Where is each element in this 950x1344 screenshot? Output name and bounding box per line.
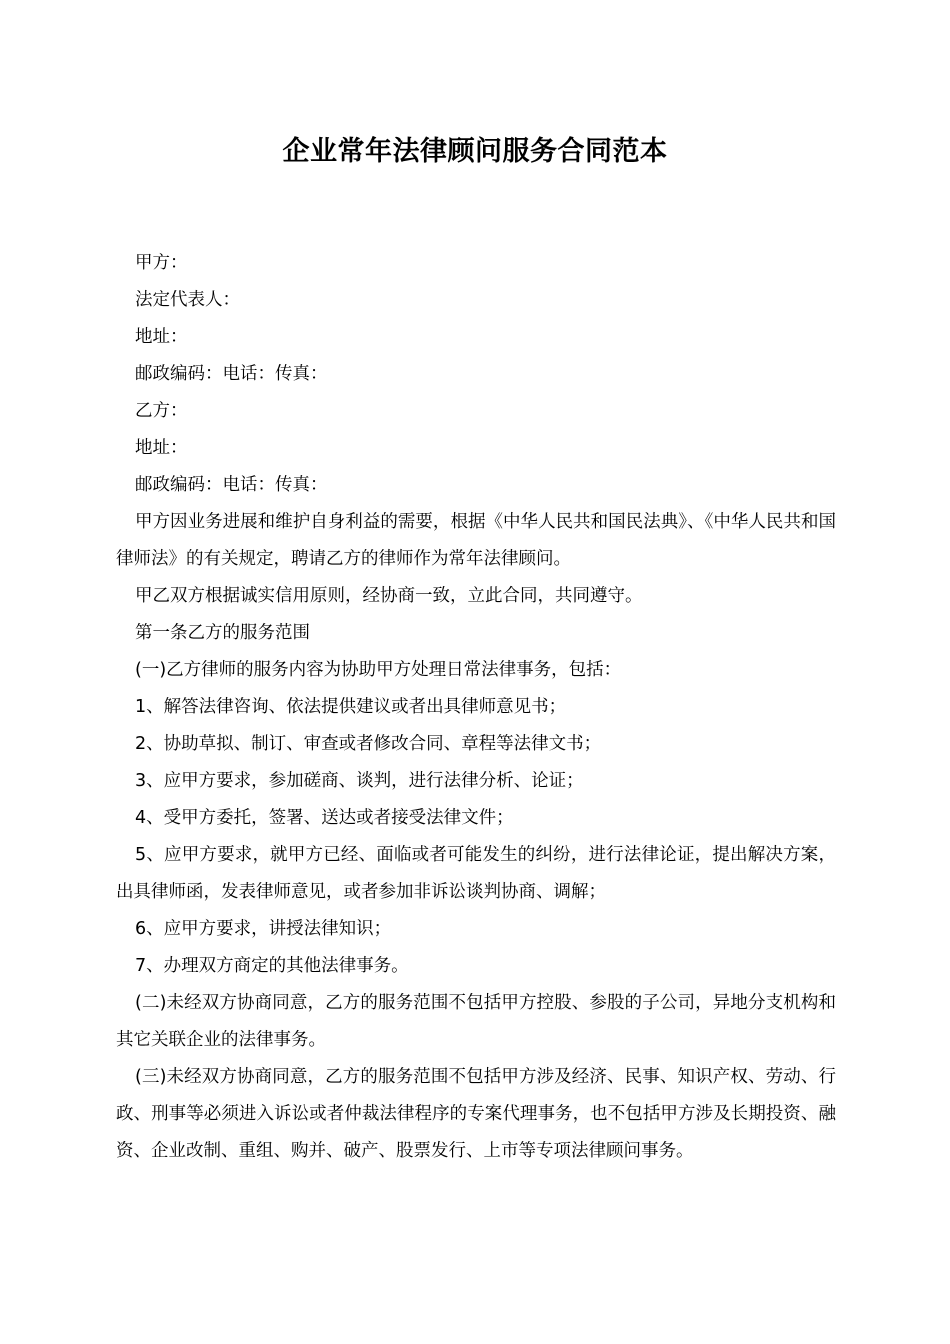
clause-3: (三)未经双方协商同意，乙方的服务范围不包括甲方涉及经济、民事、知识产权、劳动、行政、刑事等必须进入诉讼或者仲裁法律程序的专案代理事务，也不包括甲方涉及长期投资、融资、企业改制、重组、购并、破产、股票发行、上市等专项法律顾问事务。 (116, 1067, 836, 1161)
party-b-label: 乙方： (135, 401, 188, 421)
list-item-3: 3、应甲方要求，参加磋商、谈判，进行法律分析、论证； (135, 771, 584, 791)
intro-paragraph: 甲方因业务进展和维护自身利益的需要，根据《中华人民共和国民法典》、《中华人民共和国律师法》的有关规定，聘请乙方的律师作为常年法律顾问。 (116, 512, 836, 569)
party-a-address: 地址： (135, 327, 188, 347)
list-item-1: 1、解答法律咨询、依法提供建议或者出具律师意见书； (135, 697, 567, 717)
list-item-2: 2、协助草拟、制订、审查或者修改合同、章程等法律文书； (135, 734, 602, 754)
document-title: 企业常年法律顾问服务合同范本 (282, 136, 668, 167)
list-item-6: 6、应甲方要求，讲授法律知识； (135, 919, 392, 939)
list-item-5: 5、应甲方要求，就甲方已经、面临或者可能发生的纠纷，进行法律论证，提出解决方案，出具律师函，发表律师意见，或者参加非诉讼谈判协商、调解； (116, 845, 836, 902)
party-a-representative: 法定代表人： (135, 290, 240, 310)
article-1-heading: 第一条乙方的服务范围 (135, 623, 310, 643)
party-a-contact: 邮政编码：电话：传真： (135, 364, 328, 384)
party-a-label: 甲方： (135, 253, 188, 273)
list-item-4: 4、受甲方委托，签署、送达或者接受法律文件； (135, 808, 514, 828)
clause-2: (二)未经双方协商同意，乙方的服务范围不包括甲方控股、参股的子公司，异地分支机构和其它关联企业的法律事务。 (116, 993, 836, 1050)
party-b-contact: 邮政编码：电话：传真： (135, 475, 328, 495)
agreement-paragraph: 甲乙双方根据诚实信用原则，经协商一致，立此合同，共同遵守。 (135, 586, 643, 606)
list-item-7: 7、办理双方商定的其他法律事务。 (135, 956, 409, 976)
party-b-address: 地址： (135, 438, 188, 458)
document-body (116, 245, 836, 1170)
clause-1: (一)乙方律师的服务内容为协助甲方处理日常法律事务，包括： (135, 660, 622, 680)
